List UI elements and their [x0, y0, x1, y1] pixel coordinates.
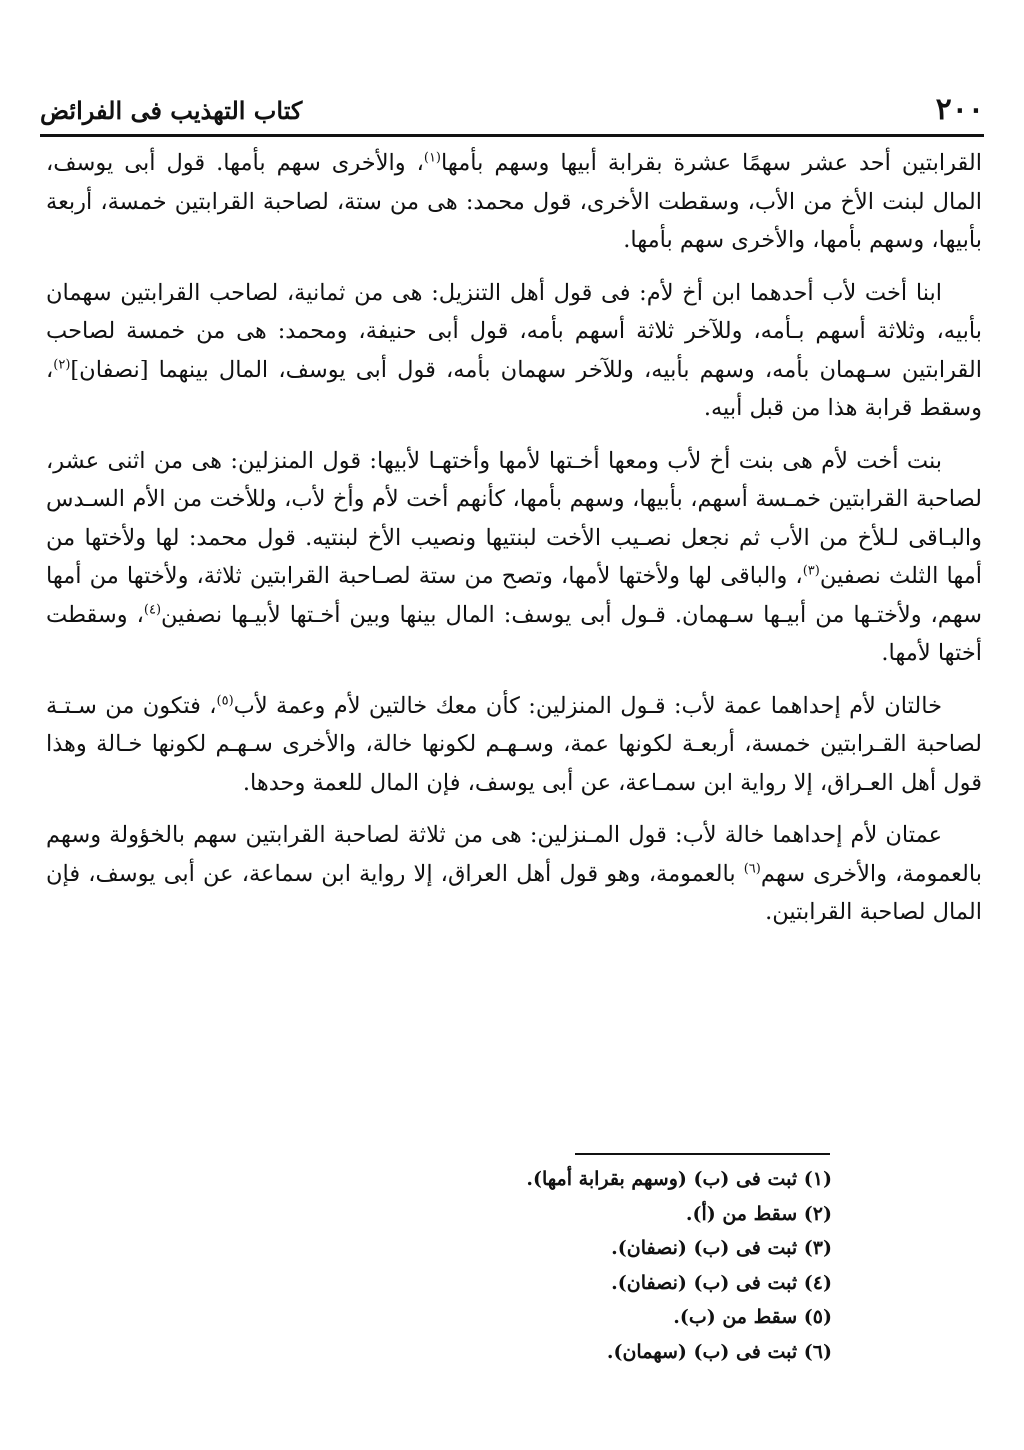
paragraph-text: بالعمومة، وهو قول أهل العراق، إلا رواية ابن سماعة، عن أبى يوسف، فإن المال لصاحبة القرابتين. — [46, 860, 982, 925]
footnote-item: (١) ثبت فى (ب) (وسهم بقرابة أمها). — [526, 1168, 832, 1190]
paragraph — [46, 144, 982, 260]
body-text — [46, 144, 982, 946]
footnote-item: (٦) ثبت فى (ب) (سهمان). — [606, 1340, 832, 1363]
running-header — [40, 92, 984, 132]
paragraph-text: ، وسقطت أختها لأمها. — [46, 601, 982, 666]
footnote-item: (٤) ثبت فى (ب) (نصفان). — [611, 1271, 832, 1294]
paragraph-text: القرابتين أحد عشر سهمًا عشرة بقرابة أبيها وسهم بأمها — [441, 150, 982, 176]
paragraph-text: خالتان لأم إحداهما عمة لأب: قـول المنزلين: كأن معك خالتين لأم وعمة لأب — [233, 692, 942, 719]
page-number: ٢٠٠ — [935, 92, 984, 127]
book-title: كتاب التهذيب فى الفرائض — [40, 96, 303, 125]
paragraph-text: ، والأخرى سهم بأمها. قول أبى يوسف، المال لبنت الأخ من الأب، وسقطت الأخرى، قول محمد: هى من ستة، لصاحبة القرابتين خمسة، أربعة بأبيها، وسهم بأمها، والأخرى سهم بأمها. — [46, 150, 982, 253]
footnotes-list — [132, 1162, 832, 1369]
paragraph-text: ، والباقى لها ولأختها لأمها، وتصح من ستة لصـاحبة القرابتين ثلاثة، ولأختها من أمها سهم، ولأختـها من أبيـها سـهمان. قـول أبى يوسف: المال بينها وبين أخـتها لأبيـها نصفين — [46, 563, 982, 628]
paragraph-text: ، وسقط قرابة هذا من قبل أبيه. — [46, 356, 982, 421]
footnote-marker: (٥) — [216, 693, 234, 708]
footnote-marker: (٤) — [143, 602, 162, 617]
paragraph-text: عمتان لأم إحداهما خالة لأب: قول المـنزلين: هى من ثلاثة لصاحبة القرابتين سهم بالخؤولة وسهم بالعمومة، والأخرى سهم — [46, 822, 982, 887]
footnote-item: (٣) ثبت فى (ب) (نصفان). — [611, 1237, 832, 1259]
header-rule — [40, 134, 984, 137]
footnote-item: (٥) سقط من (ب). — [673, 1306, 832, 1328]
paragraph-text: ، فتكون من سـتـة لصاحبة القـرابتين خمسة، أربعـة لكونها عمة، وسـهـم لكونها خالة، والأخرى سـهـم لكونها خـالة وهذا قول أهل العـراق، إلا رواية ابن سمـاعة، عن أبى يوسف، فإن المال للعمة وحدها. — [46, 692, 982, 796]
paragraph-text: ابنا أخت لأب أحدهما ابن أخ لأم: فى قول أهل التنزيل: هى من ثمانية، لصاحب القرابتين سهمان بأبيه، وثلاثة أسهم بـأمه، وللآخر ثلاثة أسهم بأمه، قول أبى حنيفة، ومحمد: هى من خمسة لصاحب القرابتين سـهمان بأمه، وسهم بأبيه، وللآخر سهمان بأمه، قول أبى يوسف، المال بينهما [نصفان] — [46, 279, 982, 383]
footnote-marker: (٣) — [802, 563, 820, 579]
footnote-marker: (٦) — [743, 861, 761, 876]
footnote-item: (٢) سقط من (أ). — [685, 1202, 832, 1225]
paragraph — [46, 442, 982, 673]
footnote-marker: (١) — [423, 150, 441, 166]
footnote-marker: (٢) — [53, 357, 71, 372]
footnote-separator — [575, 1153, 830, 1155]
paragraph — [46, 687, 982, 803]
paragraph-text: بنت أخت لأم هى بنت أخ لأب ومعها أخـتها لأمها وأختهـا لأبيها: قول المنزلين: هى من اثنى عشر، لصاحبة القرابتين خمـسة أسهم، بأبيها، وسهم بأمها، كأنهم أخت لأم وأخ لأب، وللأخت من الأم السـدس والبـاقى لـلأخ من الأب ثم نجعل نصـيب الأخت لبنتيها ونصيب الأخ لبنتيه. قول محمد: لها ولأختها من أمها الثلث نصفين — [46, 447, 983, 589]
paragraph — [46, 274, 982, 428]
paragraph — [46, 816, 982, 932]
